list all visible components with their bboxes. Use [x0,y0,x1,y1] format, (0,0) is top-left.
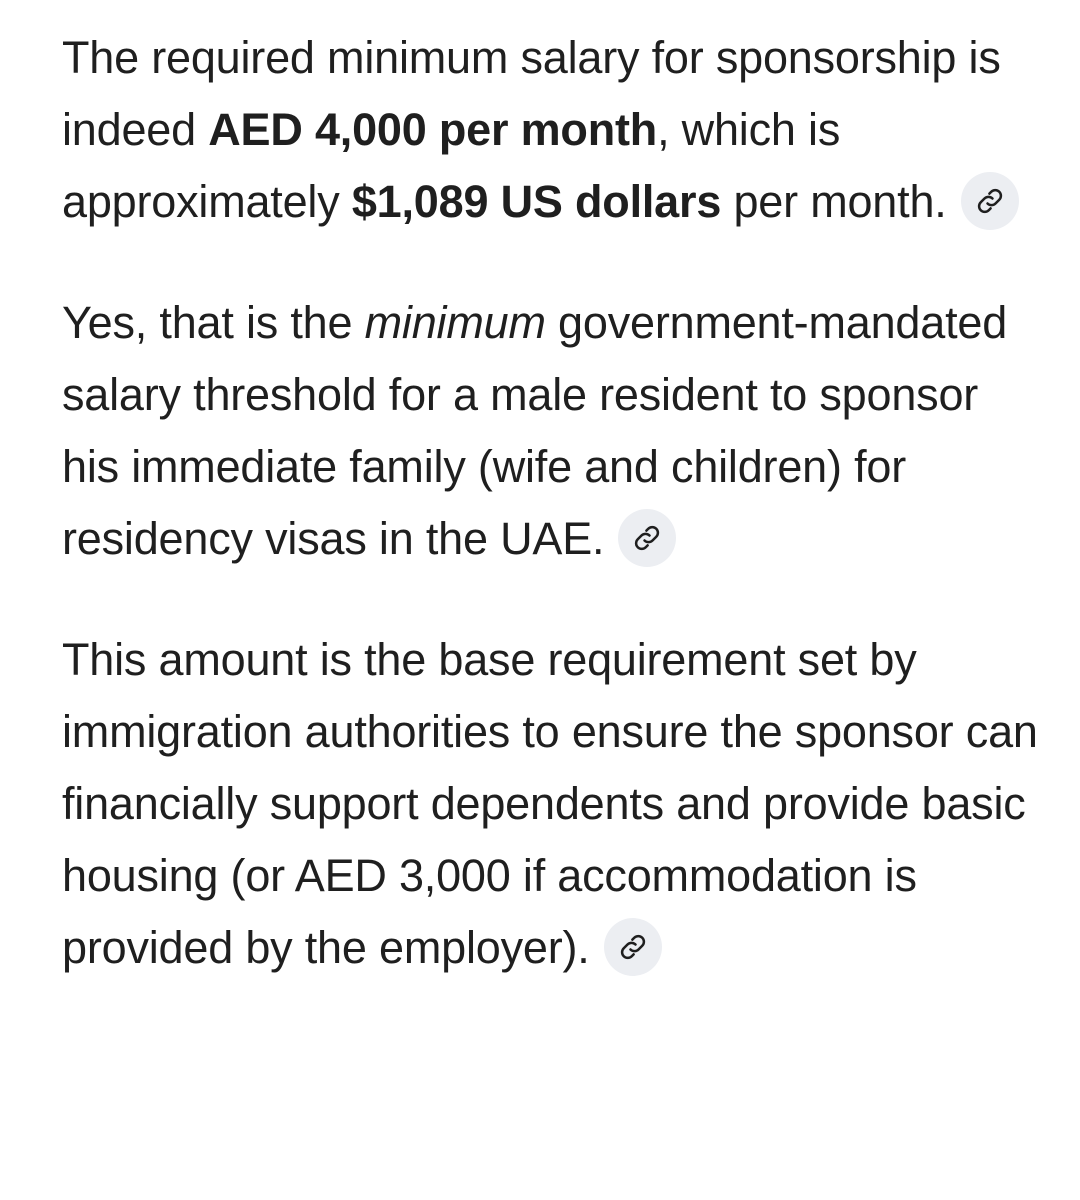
link-icon [618,932,648,962]
text-run: per month. [721,176,947,227]
text-run: government-mandated salary threshold for a male resident to sponsor his immediate family (wife and children) for residency visas in the UAE. [62,297,1008,564]
paragraph-salary [62,22,1042,238]
text-run: The required minimum salary for sponsorship is indeed [62,32,1001,155]
assistant-message [62,22,1042,984]
link-icon [975,186,1005,216]
bold-text-usd: $1,089 US dollars [351,176,722,227]
bold-text-salary: AED 4,000 per month [208,104,658,155]
text-run: , which is approximately [62,104,841,227]
italic-text-minimum: minimum [364,297,546,348]
paragraph-base-requirement [62,624,1042,984]
text-run: This amount is the base requirement set by immigration authorities to ensure the sponsor can financially support dependents and provide basic housing (or AED 3,000 if accommodation is provided by the employer). [62,634,1038,973]
citation-link-button[interactable] [604,918,662,976]
citation-link-button[interactable] [618,509,676,567]
citation-link-button[interactable] [961,172,1019,230]
text-run: Yes, that is the [62,297,365,348]
paragraph-threshold [62,287,1042,575]
link-icon [632,523,662,553]
